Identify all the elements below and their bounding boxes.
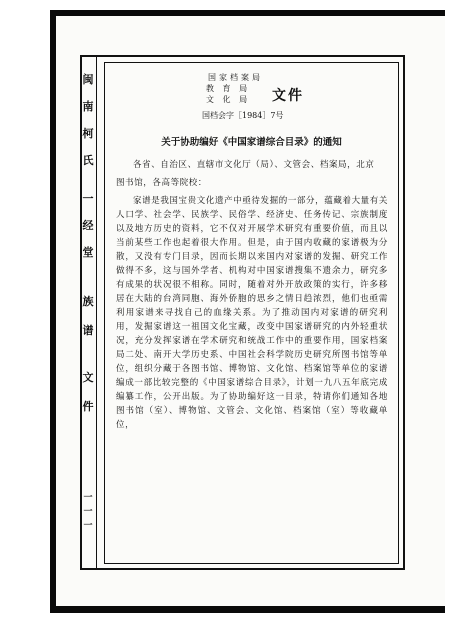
spine-char: 闽 [82,73,94,86]
issuer-line: 国家档案局 [208,73,263,82]
spine-char: 柯 [82,127,94,140]
spine-footer-mark: 一 [83,507,93,517]
spine-footer-mark: 一 [83,493,93,503]
spine-footer-mark: 一 [83,521,93,531]
spine-char: 堂 [82,246,94,259]
document-label: 文件 [272,88,304,104]
spine-char: 氏 [82,154,94,167]
spine-char: 谱 [82,324,94,337]
spine-char: 族 [82,295,94,308]
notice-body [116,158,388,436]
spine-divider [96,55,97,570]
salutation-line: 各省、自治区、直辖市文化厅（局）、文管会、档案局，北京 [133,160,375,170]
salutation-line: 图书馆，各高等院校： [116,178,208,188]
spine-char: 经 [82,219,94,232]
spine-char: 一 [82,192,94,205]
document-number: 国档会字［1984］7号 [202,111,284,120]
issuer-line: 教 育 局 [206,84,251,93]
issuer-line: 文 化 局 [206,95,251,104]
notice-title: 关于协助编好《中国家谱综合目录》的通知 [161,137,342,148]
spine-char: 南 [82,100,94,113]
body-paragraph: 家谱是我国宝贵文化遗产中亟待发掘的一部分，蕴藏着大量有关人口学、社会学、民族学、民俗学、经济史、任务传记、宗族制度以及地方历史的资料，它不仅对开展学术研究有重要价值，而且以当前某些工作也起着很大作用。但是，由于国内收藏的家谱极为分散，又没有专门目录，因而长期以来国内对家谱的发掘、研究工作做得不多，这与国外学者、机构对中国家谱搜集不遗余力，研究多有成果的状况很不相称。同时，随着对外开放政策的实行，许多移居在大陆的台湾同胞、海外侨胞的思乡之情日趋浓烈，他们也亟需利用家谱来寻找自己的血缘关系。为了推动国内对家谱的研究利用，发掘家谱这一祖国文化宝藏，改变中国家谱研究的内外轻重状况，充分发挥家谱在学术研究和统战工作中的重要作用，国家档案局二处、南开大学历史系、中国社会科学院历史研究所图书馆等单位，组织分藏于各图书馆、博物馆、文化馆、档案馆等单位的家谱编成一部比较完整的《中国家谱综合目录》，计划一九八五年底完成编纂工作，公开出版。为了协助编好这一目录，特请你们通知各地图书馆（室）、博物馆、文管会、文化馆、档案馆（室）等收藏单位， [116,196,388,430]
spine-char: 文 [82,371,94,384]
spine-char: 件 [82,400,94,413]
